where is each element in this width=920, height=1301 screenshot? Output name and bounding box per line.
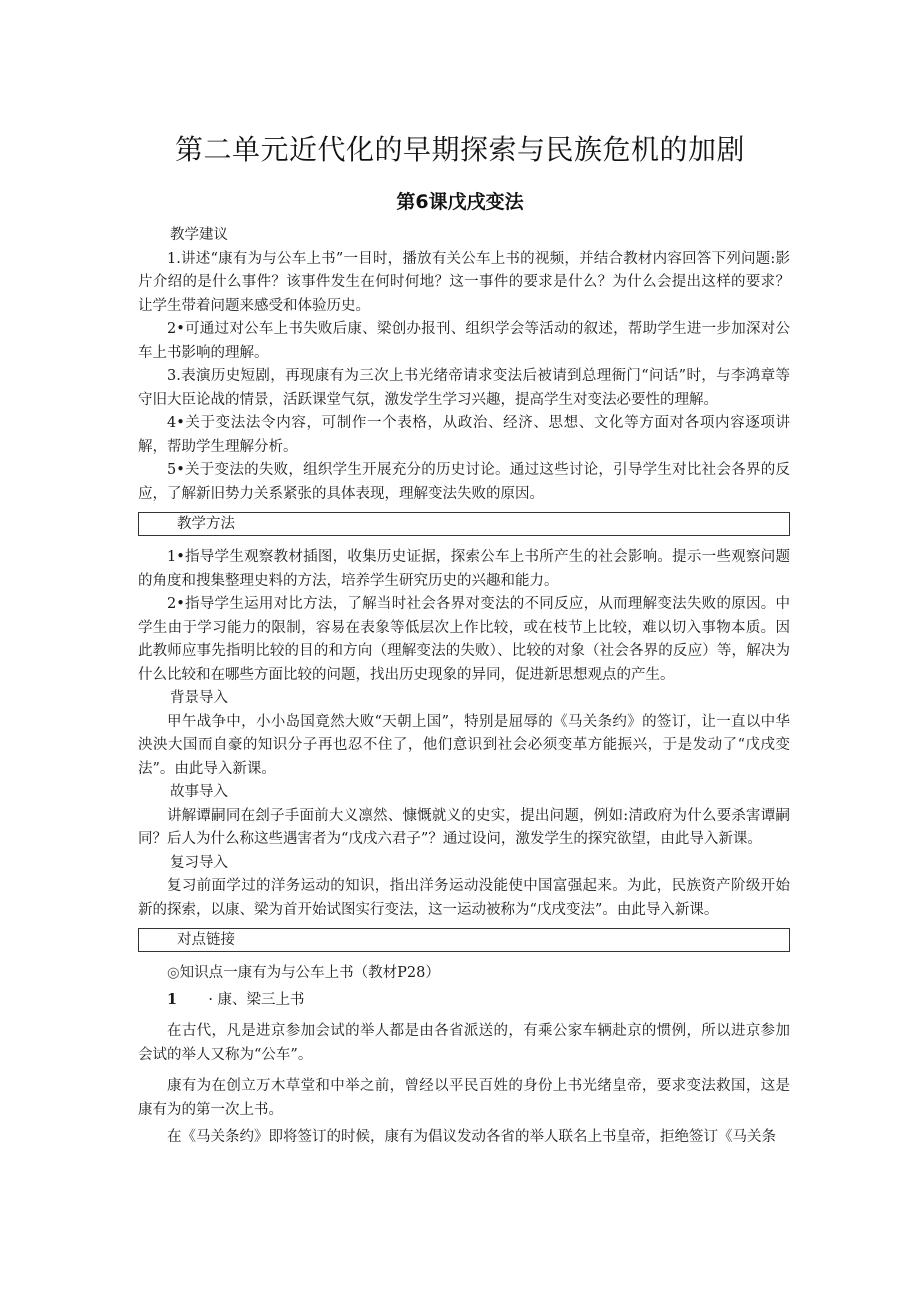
section-heading-background: 背景导入 [170, 690, 228, 706]
suggestion-item: 4•关于变法法令内容，可制作一个表格，从政治、经济、思想、文化等方面对各项内容逐项讲解，帮助学生理解分析。 [138, 415, 790, 455]
suggestion-item: 5•关于变法的失败，组织学生开展充分的历史讨论。通过这些讨论，引导学生对比社会各界的反应，了解新旧势力关系紧张的具体表现，理解变法失败的原因。 [138, 462, 790, 502]
link-paragraph: 在古代，凡是进京参加会试的举人都是由各省派送的，有乘公家车辆赴京的惯例，所以进京参加会试的举人又称为“公车”。 [138, 1023, 790, 1063]
section-heading-links: 对点链接 [177, 932, 235, 948]
method-item: 2•指导学生运用对比方法，了解当时社会各界对变法的不同反应，从而理解变法失败的原因。中学生由于学习能力的限制，容易在表象等低层次上作比较，或在枝节上比较，难以切入事物本质。因此教师应事先指明比较的目的和方向（理解变法的失败）、比较的对象（社会各界的反应）等，解决为什么比较和在哪些方面比较的问题，找出历史现象的异同，促进新思想观点的产生。 [138, 596, 790, 683]
knowledge-point [138, 962, 790, 986]
review-text: 复习前面学过的洋务运动的知识，指出洋务运动没能使中国富强起来。为此，民族资产阶级开始新的探索，以康、梁为首开始试图实行变法，这一运动被称为“戊戌变法”。由此导入新课。 [138, 878, 790, 918]
lesson-title: 第6课戊戌变法 [396, 191, 524, 213]
section-box-methods [138, 512, 790, 536]
section-heading-review: 复习导入 [170, 854, 228, 871]
link-paragraph: 在《马关条约》即将签订的时候，康有为倡议发动各省的举人联名上书皇帝，拒绝签订《马关条 [167, 1129, 776, 1145]
story-text: 讲解谭嗣同在刽子手面前大义凛然、慷慨就义的史实，提出问题，例如:清政府为什么要杀害谭嗣同？后人为什么称这些遇害者为“戊戌六君子”？通过设问，激发学生的探究欲望，由此导入新课。 [138, 807, 790, 847]
section-heading-methods: 教学方法 [177, 516, 235, 532]
sub-heading-number: 1 [167, 990, 178, 1008]
sub-heading [138, 988, 790, 1013]
unit-title: 第二单元近代化的早期探索与民族危机的加剧 [174, 133, 745, 166]
link-paragraph: 康有为在创立万木草堂和中举之前，曾经以平民百姓的身份上书光绪皇帝，要求变法救国，这是康有为的第一次上书。 [138, 1078, 790, 1118]
section-heading-story: 故事导入 [170, 784, 228, 800]
section-heading-suggestions: 教学建议 [170, 227, 228, 243]
suggestion-item: 3.表演历史短剧，再现康有为三次上书光绪帝请求变法后被请到总理衙门“问话”时，与李鸿章等守旧大臣论战的情景，活跃课堂气氛，激发学生学习兴趣，提高学生对变法必要性的理解。 [138, 368, 790, 408]
suggestion-item: 1.讲述“康有为与公车上书”一目时，播放有关公车上书的视频，并结合教材内容回答下列问题:影片介绍的是什么事件？该事件发生在何时何地？这一事件的要求是什么？为什么会提出这样的要求？让学生带着问题来感受和体验历史。 [138, 250, 790, 314]
section-box-links [138, 928, 790, 952]
circle-bullet-icon: ◎ [167, 965, 180, 981]
sub-heading-title: 康、梁三上书 [217, 991, 305, 1008]
suggestion-item: 2•可通过对公车上书失败后康、梁创办报刊、组织学会等活动的叙述，帮助学生进一步加深对公车上书影响的理解。 [138, 321, 790, 361]
document-body [138, 224, 790, 1150]
method-item: 1•指导学生观察教材插图，收集历史证据，探索公车上书所产生的社会影响。提示一些观察问题的角度和搜集整理史料的方法，培养学生研究历史的兴趣和能力。 [138, 549, 790, 589]
sub-heading-dot: · [208, 991, 213, 1008]
knowledge-point-label: 知识点一康有为与公车上书（教材P28） [179, 965, 440, 981]
background-text: 甲午战争中，小小岛国竟然大败“天朝上国”，特别是屈辱的《马关条约》的签订，让一直以中华泱泱大国而自豪的知识分子再也忍不住了，他们意识到社会必须变革方能振兴，于是发动了“戊戌变法”。由此导入新课。 [138, 713, 790, 777]
